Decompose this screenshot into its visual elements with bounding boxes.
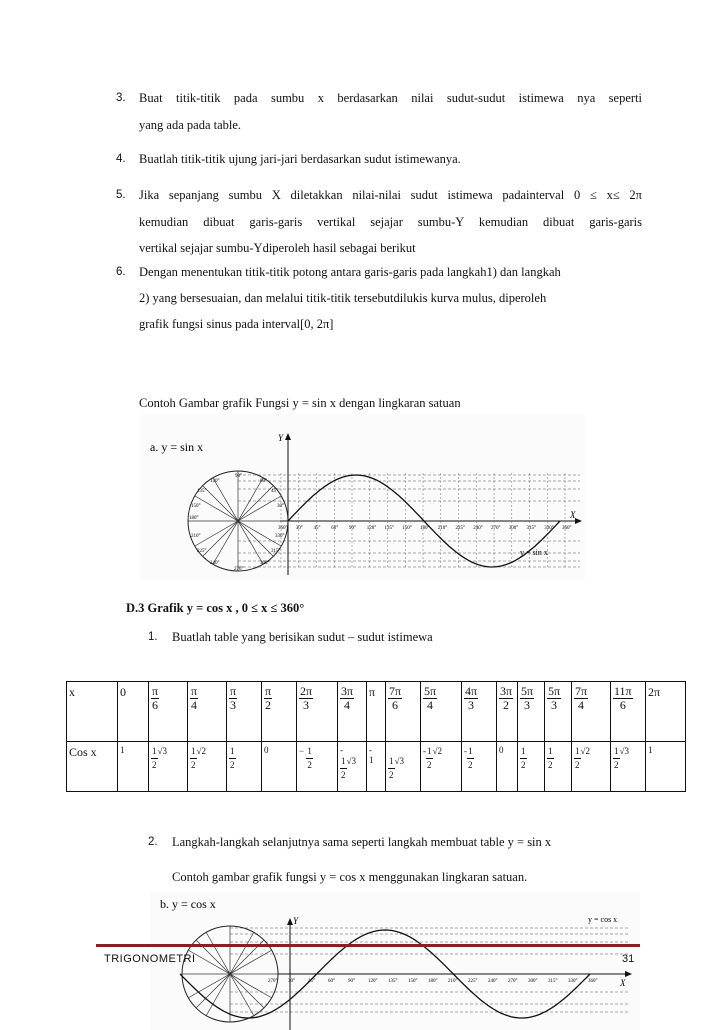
table-cell: $\frac{7\pi}{6}$ — [386, 682, 421, 742]
table-cell: 0 — [497, 742, 518, 792]
table-cell: $\frac{\pi}{3}$ — [227, 682, 262, 742]
axis-angle-label: 360° — [562, 526, 572, 531]
axis-angle-label: 330° — [544, 526, 554, 531]
axis-angle-label: 120° — [366, 526, 377, 531]
step-text: Dengan menentukan titik-titik potong antara garis-garis pada langkah1) dan langkah — [139, 265, 561, 279]
table-cell: 1 — [646, 742, 686, 792]
circle-angle-label: 300° — [260, 561, 270, 566]
axis-angle-label: 210° — [437, 526, 448, 531]
table-cell: $\frac{5\pi}{3}$ — [545, 682, 572, 742]
circle-angle-label: 240° — [210, 561, 220, 566]
table-cell: $\frac{7\pi}{4}$ — [572, 682, 611, 742]
axis-angle-label: 150° — [408, 979, 418, 984]
step-text: Buatlah titik-titik ujung jari-jari berdasarkan sudut istimewanya. — [139, 152, 461, 166]
axis-angle-label: 300° — [508, 526, 519, 531]
step-text: yang ada pada table. — [139, 118, 242, 132]
axis-angle-label: 360° — [278, 526, 288, 531]
table-cell: $\frac{1}{2}$ — [518, 742, 545, 792]
table-cell: $\frac{1}{2}$ — [227, 742, 262, 792]
step-text: Langkah-langkah selanjutnya sama seperti langkah membuat table y = sin x — [172, 835, 552, 849]
table-cell: $\frac{\pi}{2}$ — [262, 682, 297, 742]
step-text: Buatlah table yang berisikan sudut – sudut istimewa — [172, 630, 433, 644]
row-header: Cos x — [67, 742, 118, 792]
circle-angle-label: 315° — [271, 549, 281, 554]
table-cell: π — [367, 682, 386, 742]
section-heading: D.3 Grafik y = cos x , 0 ≤ x ≤ 360° — [126, 601, 305, 615]
table-cell: 1 — [118, 742, 149, 792]
table-cell: $\frac{3\pi}{4}$ — [338, 682, 367, 742]
sine-graph-figure — [140, 415, 585, 580]
axis-angle-label: 135° — [388, 979, 398, 984]
table-cell: $\frac{1}{2}$ — [545, 742, 572, 792]
x-axis-label: X — [570, 510, 576, 520]
table-cell: $\frac{\pi}{6}$ — [149, 682, 188, 742]
axis-angle-label: 90° — [349, 526, 356, 531]
cos-figure-caption: Contoh gambar grafik fungsi y = cos x menggunakan lingkaran satuan. — [172, 870, 528, 884]
table-cell: $\frac{11\pi}{6}$ — [611, 682, 646, 742]
circle-angle-label: 270° — [234, 567, 244, 572]
circle-angle-label: 150° — [191, 504, 201, 509]
circle-angle-label: 210° — [191, 534, 201, 539]
curve-label: y = cos x — [588, 915, 618, 924]
footer-title: TRIGONOMETRI — [104, 953, 196, 965]
axis-angle-label: 360° — [588, 979, 598, 984]
axis-angle-label: 270° — [491, 526, 501, 531]
axis-angle-label: 225° — [455, 526, 465, 531]
table-cell: - $\frac{1}{2}$ — [462, 742, 497, 792]
table-cell: − $\frac{1}{2}$ — [297, 742, 338, 792]
row-header: x — [67, 682, 118, 742]
table-cell: - $\frac{1}{2}$ √2 — [421, 742, 462, 792]
table-cell: $\frac{4\pi}{3}$ — [462, 682, 497, 742]
axis-angle-label: 270° — [268, 979, 278, 984]
step-number: 2. — [148, 836, 158, 848]
step-number: 4. — [116, 153, 126, 165]
circle-angle-label: 330° — [275, 534, 285, 539]
step-number: 3. — [116, 92, 126, 104]
step-text: grafik fungsi sinus pada interval[0, 2π] — [139, 317, 334, 331]
circle-angle-label: 120° — [210, 479, 220, 484]
axis-angle-label: 180° — [428, 979, 438, 984]
axis-angle-label: 60° — [331, 526, 339, 531]
y-axis-label: Y — [293, 916, 299, 926]
table-cell: $\frac{2\pi}{3}$ — [297, 682, 338, 742]
table-cell: $\frac{5\pi}{4}$ — [421, 682, 462, 742]
axis-angle-label: 180° — [420, 526, 430, 531]
step-number: 5. — [116, 189, 126, 201]
step-text: Buat titik-titik pada sumbu x berdasarkan nilai sudut-sudut istimewa nya seperti — [139, 91, 642, 105]
axis-angle-label: 60° — [328, 979, 335, 984]
axis-angle-label: 30° — [295, 526, 303, 531]
table-cell: - $\frac{1}{2}$ √3 — [338, 742, 367, 792]
circle-angle-label: 30° — [277, 504, 284, 509]
axis-angle-label: 225° — [468, 979, 478, 984]
axis-angle-label: 45° — [313, 526, 321, 531]
circle-angle-label: 180° — [189, 516, 199, 521]
axis-angle-label: 240° — [488, 979, 498, 984]
table-row — [67, 682, 686, 742]
table-cell: 0 — [262, 742, 297, 792]
special-angle-table — [66, 681, 686, 792]
table-cell: $\frac{5\pi}{3}$ — [518, 682, 545, 742]
y-axis-label: Y — [278, 433, 284, 443]
axis-angle-label: 270° — [508, 979, 518, 984]
axis-angle-label: 90° — [348, 979, 355, 984]
cosine-graph-figure — [150, 892, 640, 1030]
table-cell: $\frac{1}{2}$ √2 — [188, 742, 227, 792]
page-number: 31 — [622, 953, 635, 965]
table-cell: $\frac{\pi}{4}$ — [188, 682, 227, 742]
step-text: Jika sepanjang sumbu X diletakkan nilai-nilai sudut istimewa padainterval 0 ≤ x≤ 2π — [139, 188, 642, 202]
axis-angle-label: 30° — [288, 979, 295, 984]
table-cell: $\frac{3\pi}{2}$ — [497, 682, 518, 742]
axis-angle-label: 150° — [402, 526, 412, 531]
circle-angle-label: 60° — [260, 479, 267, 484]
step-text: kemudian dibuat garis-garis vertikal sejajar sumbu-Y kemudian dibuat garis-garis — [139, 215, 642, 229]
table-cell: $\frac{1}{2}$ √3 — [611, 742, 646, 792]
axis-angle-label: 240° — [473, 526, 483, 531]
table-row — [67, 742, 686, 792]
axis-angle-label: 120° — [368, 979, 378, 984]
axis-angle-label: 210° — [448, 979, 458, 984]
curve-label: y = sin x — [520, 548, 548, 557]
axis-angle-label: 45° — [308, 979, 315, 984]
step-number: 6. — [116, 266, 126, 278]
step-text: 2) yang bersesuaian, dan melalui titik-titik tersebutdilukis kurva mulus, diperoleh — [139, 291, 547, 305]
footer-rule — [96, 944, 640, 947]
axis-angle-label: 330° — [568, 979, 578, 984]
table-cell: - 1 — [367, 742, 386, 792]
table-cell: 2π — [646, 682, 686, 742]
step-number: 1. — [148, 631, 158, 643]
circle-angle-label: 225° — [197, 549, 207, 554]
x-axis-label: X — [620, 978, 626, 988]
table-cell: $\frac{1}{2}$ √2 — [572, 742, 611, 792]
circle-angle-label: 90° — [235, 474, 242, 479]
figure-label: b. y = cos x — [160, 897, 216, 911]
axis-angle-label: 315° — [548, 979, 558, 984]
circle-angle-label: 135° — [197, 489, 207, 494]
table-cell: $\frac{1}{2}$ √3 — [386, 742, 421, 792]
table-cell: $\frac{1}{2}$ √3 — [149, 742, 188, 792]
sine-figure-caption: Contoh Gambar grafik Fungsi y = sin x dengan lingkaran satuan — [139, 396, 461, 410]
circle-angle-label: 45° — [271, 489, 278, 494]
figure-label: a. y = sin x — [150, 440, 204, 454]
table-cell: 0 — [118, 682, 149, 742]
axis-angle-label: 300° — [528, 979, 538, 984]
axis-angle-label: 135° — [384, 526, 394, 531]
unit-circle — [182, 926, 278, 1022]
axis-angle-label: 315° — [526, 526, 536, 531]
step-text: vertikal sejajar sumbu-Ydiperoleh hasil sebagai berikut — [139, 241, 416, 255]
